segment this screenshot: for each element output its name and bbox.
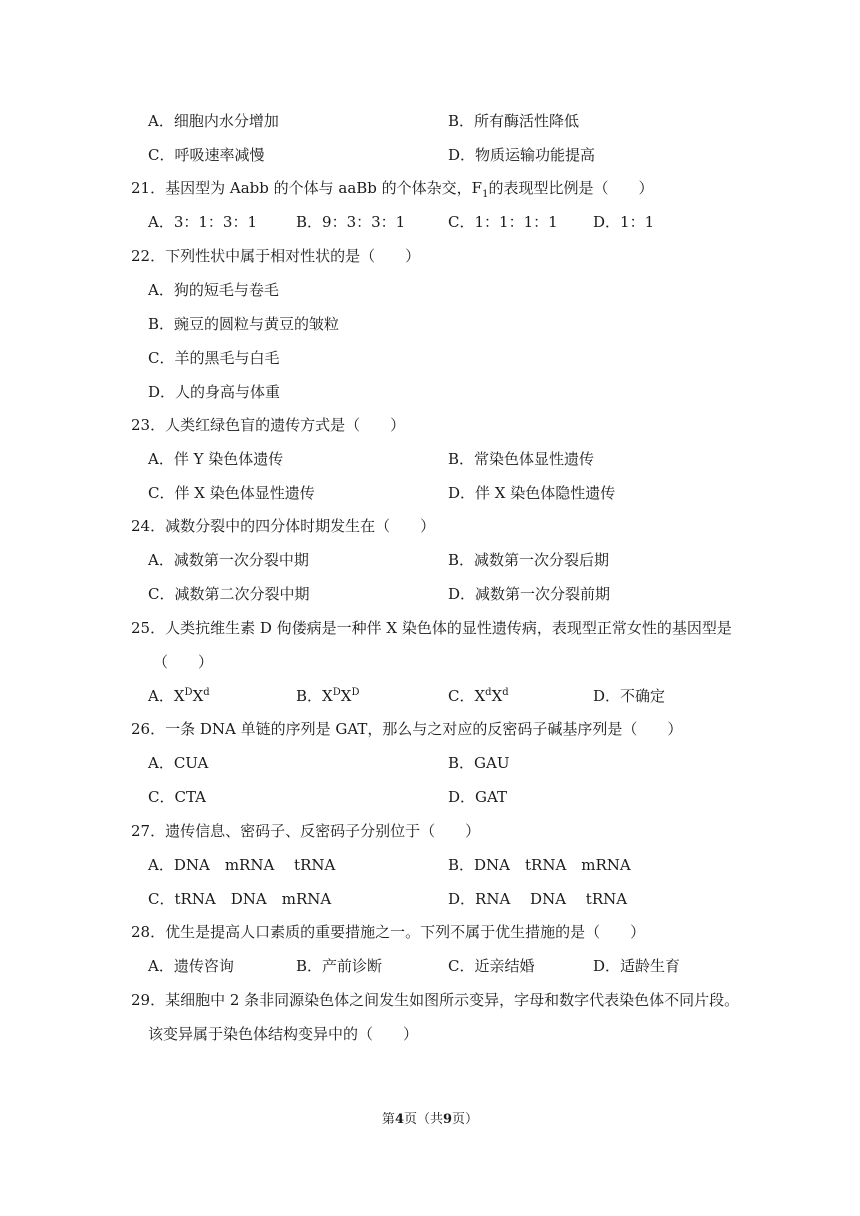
q23-stem: 23．人类红绿色盲的遗传方式是（ ） [131,416,406,434]
q24-options-row-1 [0,550,860,570]
q25-option-a-sup2: d [203,687,210,698]
q23-options-row-2 [0,483,860,503]
q21-option-c: C．1：1：1：1 [448,213,558,231]
q26-option-a: A．CUA [148,754,209,772]
q28-option-b: B．产前诊断 [296,957,383,975]
q27-stem: 27．遗传信息、密码子、反密码子分别位于（ ） [131,822,481,840]
q24-option-c: C．减数第二次分裂中期 [148,585,310,603]
q22-option-a: A．狗的短毛与卷毛 [148,281,279,299]
q25-option-c-x1: X [474,687,486,705]
q27-option-d: D．RNA DNA tRNA [448,890,628,908]
q28-stem: 28．优生是提高人口素质的重要措施之一。下列不属于优生措施的是（ ） [131,923,646,941]
q25-options-row [0,686,860,706]
q25-option-b [296,686,359,706]
q24-option-b: B．减数第一次分裂后期 [448,551,610,569]
q26-options-row-2 [0,787,860,807]
q27-option-b: B．DNA tRNA mRNA [448,856,631,874]
q25-option-c-x2: X [491,687,503,705]
q28-options-row [0,956,860,976]
q25-option-a-x1: X [173,687,185,705]
q21-stem-text-end: 的表现型比例是（ ） [488,179,654,197]
q21-stem [131,178,653,198]
q26-options-row-1 [0,753,860,773]
q23-options-row-1 [0,449,860,469]
q23-option-c: C．伴 X 染色体显性遗传 [148,484,315,502]
q23-option-d: D．伴 X 染色体隐性遗传 [448,484,616,502]
q25-option-c-sup2: d [502,687,509,698]
q21-option-a: A．3：1：3：1 [148,213,258,231]
q25-option-b-prefix: B． [296,687,323,705]
q25-option-c-prefix: C． [448,687,475,705]
q25-option-b-sup2: D [351,687,360,698]
q25-option-a-x2: X [192,687,204,705]
q20-options-row-1 [0,111,860,131]
page-footer [0,1110,860,1130]
q20-options-row-2 [0,145,860,165]
q25-option-d: D．不确定 [593,687,666,705]
q21-option-b: B．9：3：3：1 [296,213,406,231]
q23-option-b: B．常染色体显性遗传 [448,450,595,468]
q29-stem-continued: 该变异属于染色体结构变异中的（ ） [148,1025,419,1043]
footer-middle: 页（共 [403,1112,443,1127]
q25-option-c [448,686,509,706]
q21-options-row [0,212,860,232]
footer-total-pages: 9 [443,1112,453,1127]
q26-stem: 26．一条 DNA 单链的序列是 GAT，那么与之对应的反密码子碱基序列是（ ） [131,720,683,738]
q24-option-a: A．减数第一次分裂中期 [148,551,309,569]
q21-option-d: D．1：1 [593,213,655,231]
q27-options-row-1 [0,855,860,875]
q23-option-a: A．伴 Y 染色体遗传 [148,450,284,468]
footer-prefix: 第 [381,1112,395,1127]
q25-option-b-sup1: D [332,687,341,698]
q24-options-row-2 [0,584,860,604]
q27-options-row-2 [0,889,860,909]
q25-option-c-sup1: d [485,687,492,698]
q25-option-b-x2: X [340,687,352,705]
q20-option-c: C．呼吸速率减慢 [148,146,265,164]
q28-option-d: D．适龄生育 [593,957,681,975]
q24-stem: 24．减数分裂中的四分体时期发生在（ ） [131,517,436,535]
q25-stem: 25．人类抗维生素 D 佝偻病是一种伴 X 染色体的显性遗传病，表现型正常女性的基因型是 [131,619,732,637]
footer-page-number: 4 [394,1112,404,1127]
q26-option-d: D．GAT [448,788,508,806]
q21-stem-text: 21．基因型为 Aabb 的个体与 aaBb 的个体杂交，F [131,179,483,197]
q24-option-d: D．减数第一次分裂前期 [448,585,611,603]
q27-option-a: A．DNA mRNA tRNA [148,856,336,874]
q22-option-c: C．羊的黑毛与白毛 [148,349,280,367]
q20-option-d: D．物质运输功能提高 [448,146,596,164]
q29-stem: 29．某细胞中 2 条非同源染色体之间发生如图所示变异，字母和数字代表染色体不同片段。 [131,991,740,1009]
q25-stem-paren: （ ） [153,653,214,671]
q28-option-c: C．近亲结婚 [448,957,535,975]
q25-option-a-sup1: D [184,687,193,698]
q25-option-a [148,686,210,706]
q22-option-b: B．豌豆的圆粒与黄豆的皱粒 [148,315,340,333]
q22-option-d: D．人的身高与体重 [148,383,281,401]
q26-option-b: B．GAU [448,754,510,772]
q22-stem: 22．下列性状中属于相对性状的是（ ） [131,247,421,265]
q20-option-a: A．细胞内水分增加 [148,112,279,130]
footer-suffix: 页） [452,1112,479,1127]
q28-option-a: A．遗传咨询 [148,957,234,975]
q25-option-b-x1: X [322,687,333,705]
q26-option-c: C．CTA [148,788,206,806]
q20-option-b: B．所有酶活性降低 [448,112,580,130]
q21-stem-subscript: 1 [482,189,489,200]
q25-option-a-prefix: A． [148,687,174,705]
q27-option-c: C．tRNA DNA mRNA [148,890,332,908]
